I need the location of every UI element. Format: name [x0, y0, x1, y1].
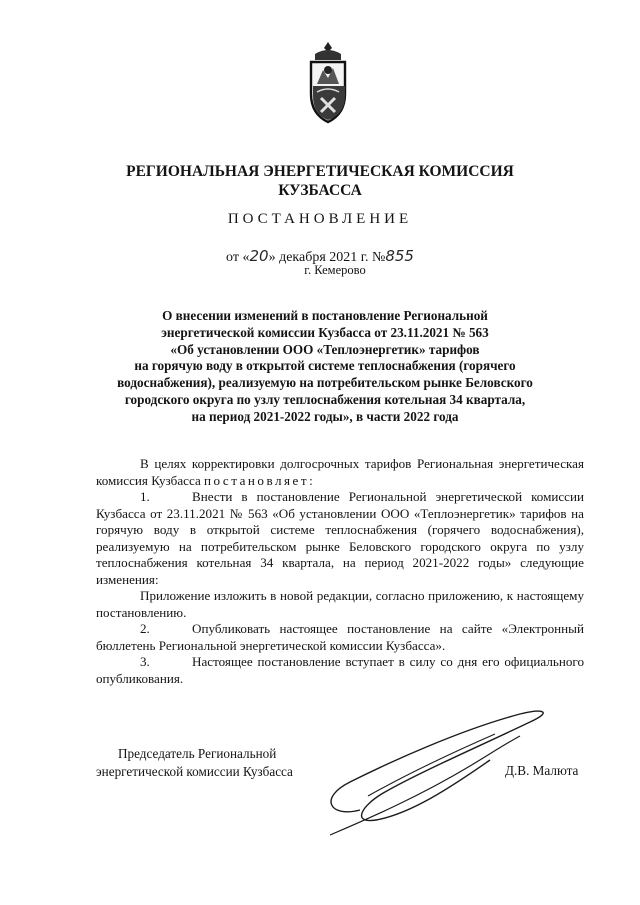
signatory-title-line-1: Председатель Региональной — [118, 746, 277, 761]
document-body — [96, 456, 584, 687]
item-1-sub: Приложение изложить в новой редакции, согласно приложению, к настоящему постановлению. — [96, 588, 584, 620]
signatory-title — [96, 745, 293, 780]
intro-paragraph — [96, 456, 584, 489]
item-text: Внести в постановление Региональной энергетической комиссии Кузбасса от 23.11.2021 № 563 «Об установлении ООО «Теплоэнергетик» тарифов на горячую воду в открытой системе теплоснабжения (горячего водоснабжения), реализуемую на потребительском рынке Беловского городского округа по узлу теплоснабжения котельная 34 квартала, на период 2021-2022 годы» следующие изменения: — [96, 489, 584, 587]
subject-line: водоснабжения), реализуемую на потребительском рынке Беловского — [117, 375, 533, 391]
intro-text: В целях корректировки долгосрочных тарифов Региональная энергетическая комиссия Кузбасса — [96, 456, 584, 488]
item-1 — [96, 489, 584, 588]
item-3 — [96, 654, 584, 687]
decree-word: постановляет: — [204, 472, 316, 488]
signatory-title-line-2: энергетической комиссии Кузбасса — [96, 763, 293, 779]
item-2 — [96, 621, 584, 654]
kuzbass-coat-of-arms-icon — [301, 40, 355, 124]
document-subject — [100, 308, 550, 426]
signatory-name: Д.В. Малюта — [505, 763, 579, 778]
date-day-handwritten: 20 — [249, 247, 269, 265]
item-number: 2. — [140, 621, 150, 636]
org-line-1: РЕГИОНАЛЬНАЯ ЭНЕРГЕТИЧЕСКАЯ КОМИССИЯ — [126, 163, 514, 180]
org-line-2: КУЗБАССА — [278, 182, 362, 199]
document-number-handwritten: 855 — [385, 247, 414, 265]
subject-line: «Об установлении ООО «Теплоэнергетик» тарифов — [170, 341, 480, 357]
item-text: Настоящее постановление вступает в силу со дня его официального опубликования. — [96, 654, 584, 686]
item-text: Опубликовать настоящее постановление на сайте «Электронный бюллетень Региональной энергетической комиссии Кузбасса». — [96, 621, 584, 653]
subject-line: энергетической комиссии Кузбасса от 23.11.2021 № 563 — [161, 324, 489, 340]
city: г. Кемерово — [304, 263, 366, 277]
subject-line: городского округа по узлу теплоснабжения котельная 34 квартала, — [124, 391, 526, 407]
date-middle: » декабря 2021 г. № — [268, 250, 386, 265]
subject-line: на горячую воду в открытой системе теплоснабжения (горячего — [134, 358, 516, 374]
date-prefix: от « — [226, 250, 250, 265]
organization-name — [100, 162, 540, 200]
document-type: ПОСТАНОВЛЕНИЕ — [227, 211, 413, 227]
item-number: 3. — [140, 654, 150, 669]
subject-line: на период 2021-2022 годы», в части 2022 года — [191, 408, 459, 424]
subject-line: О внесении изменений в постановление Региональной — [162, 308, 488, 323]
item-number: 1. — [140, 489, 150, 504]
